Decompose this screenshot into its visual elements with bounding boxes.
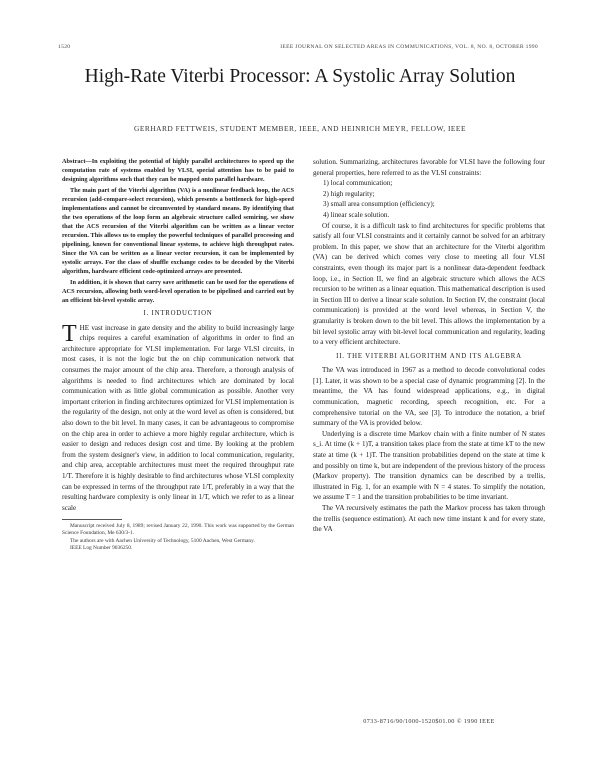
abstract-paragraph: The main part of the Viterbi algorithm (VA) is a nonlinear feedback loop, the ACS recursion (add-compare-select recursion), which presents a bottleneck for high-speed implementations and cannot be circumvented by standard means. By identifying that the two operations of the loop form an algebraic structure called semiring, we show that the ACS recursion of the Viterbi algorithm can be written as a linear vector recursion. This allows us to employ the powerful techniques of parallel processing and pipelining, known for conventional linear systems, to achieve high throughput rates. Since the VA can be written as a linear vector recursion, it can be implemented by systolic arrays. For the class of shuffle exchange codes to be decoded by the Viterbi algorithm, hardware efficient code-optimized arrays are presented.	[62, 187, 294, 275]
right-column	[313, 157, 545, 535]
left-column	[62, 157, 294, 552]
paragraph: Underlying is a discrete time Markov chain with a finite number of N states s_i. At time (k + 1)T, a transition takes place from the state at time kT to the new state at time (k + 1)T. The transition probabilities depend on the state at time k and possibly on time k, but are independent of the previous history of the process (Markov property). The transition dynamics can be described by a trellis, illustrated in Fig. 1, for an example with N = 4 states. To simplify the notation, we assume T = 1 and the transition probabilities to be time invariant.	[313, 429, 545, 502]
journal-header: IEEE JOURNAL ON SELECTED AREAS IN COMMUNICATIONS, VOL. 8, NO. 8, OCTOBER 1990	[280, 44, 538, 50]
footnote: The authors are with Aachen University of Technology, 5100 Aachen, West Germany.	[70, 537, 255, 544]
paragraph: The VA recursively estimates the path the Markov process has taken through the trellis (sequence estimation). At each new time instant k and for every state, the VA	[313, 504, 545, 534]
page-number: 1520	[58, 44, 71, 50]
abstract-paragraph: In addition, it is shown that carry save arithmetic can be used for the operations of ACS recursion, allowing both word-level operation to be pipelined and carried out by an efficient bit-level systolic array.	[62, 279, 294, 304]
paragraph: solution. Summarizing, architectures favorable for VLSI have the following four general properties, here referred to as the VLSI constraints:	[313, 158, 545, 177]
paper-title: High-Rate Viterbi Processor: A Systolic Array Solution	[84, 66, 516, 87]
drop-cap: T	[62, 320, 77, 347]
list-item: 3) small area consumption (efficiency);	[323, 200, 435, 209]
intro-paragraph-text: HE vast increase in gate density and the ability to build increasingly large chips requires a careful examination of algorithms in order to find an architecture appropriate for VLSI implementation. For large VLSI circuits, in most cases, it is not the logic but the on chip communication network that consumes the major amount of the chip area. Therefore, a thorough analysis of algorithms is needed to find architectures which are dominated by local communication with as little global communication as possible. Another very important criterion in finding architectures optimized for VLSI implementation is the regularity of the design, not only at the word level as often is considered, but also down to the bit level. In many cases, it can be advantageous to compromise on the chip area in order to achieve a more highly regular architecture, which is easier to design and reduces design cost and time. By looking at the problem from the system designer's view, in addition to local communication, regularity, and chip area, acceptable architectures must meet the required throughput rate 1/T. Therefore it is highly desirable to find architectures whose VLSI complexity can be expressed in terms of the throughput rate 1/T, preferably in a way that the resulting hardware complexity is only linear in 1/T, which we refer to as a linear scale	[62, 323, 294, 512]
abstract	[62, 157, 294, 305]
footnotes	[62, 523, 294, 552]
intro-paragraph	[62, 320, 294, 514]
vlsi-constraints-list	[323, 178, 545, 220]
footnote: Manuscript received July 8, 1989; revised January 22, 1990. This work was supported by the German Science Foundation, Me 630/3-1.	[62, 523, 294, 537]
list-item: 2) high regularity;	[323, 189, 375, 198]
copyright-code: 0733-8716/90/1000-1520$01.00 © 1990 IEEE	[363, 718, 495, 725]
section-heading-introduction: I. INTRODUCTION	[143, 310, 213, 317]
list-item: 1) local communication;	[323, 179, 393, 188]
section-heading-viterbi: II. THE VITERBI ALGORITHM AND ITS ALGEBRA	[336, 352, 522, 360]
author-line: GERHARD FETTWEIS, STUDENT MEMBER, IEEE, AND HEINRICH MEYR, FELLOW, IEEE	[134, 124, 466, 133]
right-column-text	[313, 157, 545, 348]
footnote: IEEE Log Number 9036250.	[70, 544, 133, 551]
list-item: 4) linear scale solution.	[323, 210, 390, 219]
abstract-paragraph: Abstract—In exploiting the potential of highly parallel architectures to speed up the computation rate of systems enabled by VLSI, special attention has to be paid to designing algorithms such that they can be mapped onto parallel hardware.	[62, 158, 294, 183]
paragraph: The VA was introduced in 1967 as a method to decode convolutional codes [1]. Later, it was shown to be a special case of dynamic programming [2]. In the meantime, the VA has found widespread applications, e.g., in digital communication, magnetic recording, speech recognition, etc. For a comprehensive tutorial on the VA, see [3]. To introduce the notation, a brief summary of the VA is provided below.	[313, 366, 545, 428]
paragraph: Of course, it is a difficult task to find architectures for specific problems that satisfy all four VLSI constraints and it certainly cannot be solved for an arbitrary problem. In this paper, we show that an architecture for the Viterbi algorithm (VA) can be derived which comes very close to meeting all four VLSI constraints, even though its major part is a nonlinear data-dependent feedback loop, i.e., in Section II, we find an algebraic structure which allows the ACS recursion to be written as a linear equation. This mathematical description is used in Section III to derive a linear scale solution. In Section IV, the constraint (local communication) is provided at the word level whereas, in Section V, the granularity is broken down to the bit level. This allows the implementation by a bit level systolic array with bit-level local communication and regularity, leading to a very efficient architecture.	[313, 221, 545, 347]
footnote-divider	[62, 519, 122, 520]
introduction-text	[62, 320, 294, 514]
section-two-text	[313, 365, 545, 535]
